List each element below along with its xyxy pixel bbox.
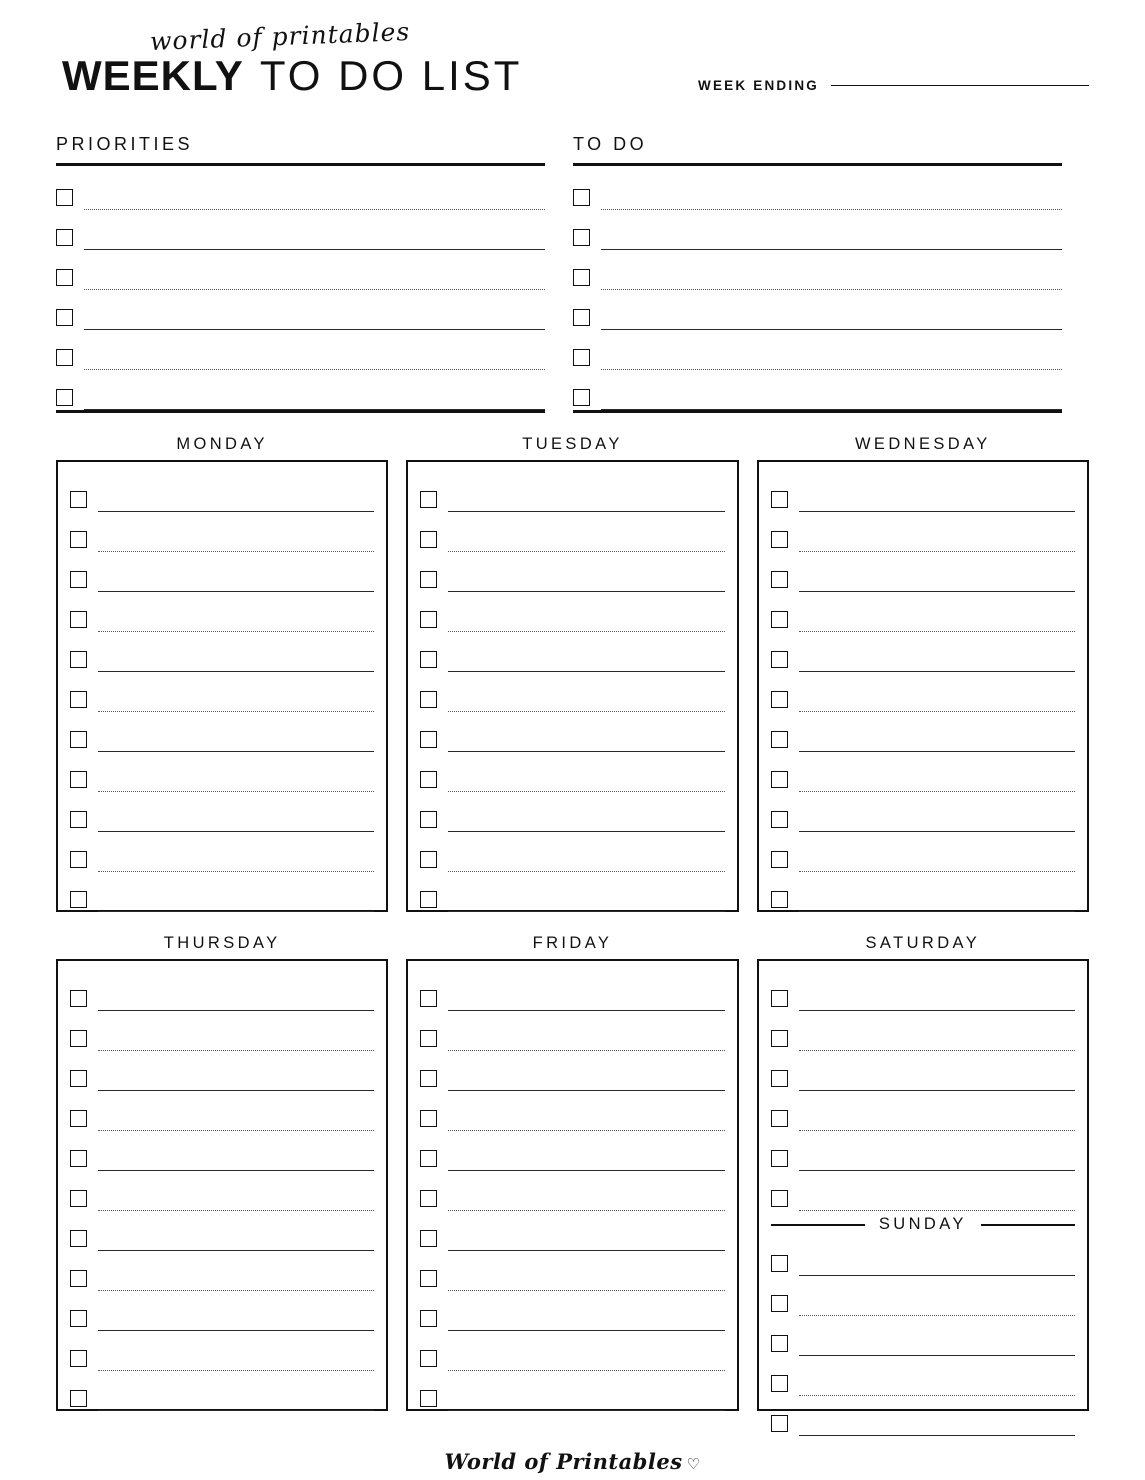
todo-heading: TO DO — [573, 134, 648, 154]
write-line[interactable] — [601, 409, 1062, 410]
day-row[interactable] — [420, 1251, 724, 1291]
write-line[interactable] — [448, 1130, 724, 1131]
day-title-monday: MONDAY — [176, 435, 268, 453]
write-line[interactable] — [448, 791, 724, 792]
day-title-sunday: SUNDAY — [878, 1215, 967, 1233]
checkbox-icon[interactable] — [771, 990, 788, 1007]
checkbox-icon[interactable] — [70, 531, 87, 548]
checkbox-icon[interactable] — [420, 691, 437, 708]
day-row[interactable] — [70, 512, 374, 552]
checkbox-icon[interactable] — [573, 349, 590, 366]
day-row[interactable] — [420, 512, 724, 552]
write-line[interactable] — [799, 831, 1075, 832]
write-line[interactable] — [448, 591, 724, 592]
page-title — [62, 52, 522, 100]
checkbox-icon[interactable] — [70, 571, 87, 588]
checkbox-icon[interactable] — [771, 1375, 788, 1392]
write-line[interactable] — [448, 911, 724, 912]
day-row[interactable] — [420, 632, 724, 672]
day-title-friday: FRIDAY — [532, 934, 613, 952]
checkbox-icon[interactable] — [573, 269, 590, 286]
write-line[interactable] — [799, 591, 1075, 592]
day-row[interactable] — [70, 971, 374, 1011]
checkbox-icon[interactable] — [420, 611, 437, 628]
sunday-rule-left — [771, 1224, 865, 1226]
write-line[interactable] — [799, 1130, 1075, 1131]
sunday-divider — [771, 1215, 1075, 1234]
day-row[interactable] — [420, 552, 724, 592]
checkbox-icon[interactable] — [56, 389, 73, 406]
day-row[interactable] — [771, 832, 1075, 872]
day-row[interactable] — [70, 792, 374, 832]
day-row[interactable] — [420, 1371, 724, 1411]
day-row[interactable] — [771, 1316, 1075, 1356]
top-sections — [56, 134, 1089, 413]
footer-logo — [0, 1449, 1145, 1474]
write-line[interactable] — [799, 1170, 1075, 1171]
day-row[interactable] — [70, 1371, 374, 1411]
checkbox-icon[interactable] — [771, 691, 788, 708]
write-line[interactable] — [98, 791, 374, 792]
day-box-monday[interactable] — [56, 460, 388, 912]
day-row[interactable] — [70, 1331, 374, 1371]
write-line[interactable] — [448, 551, 724, 552]
priorities-row[interactable] — [56, 210, 545, 250]
day-column-monday — [56, 435, 388, 912]
checkbox-icon[interactable] — [70, 1070, 87, 1087]
day-row[interactable] — [70, 1131, 374, 1171]
write-line[interactable] — [98, 1130, 374, 1131]
write-line[interactable] — [98, 1410, 374, 1411]
checkbox-icon[interactable] — [771, 611, 788, 628]
todo-row[interactable] — [573, 330, 1062, 370]
checkbox-icon[interactable] — [420, 531, 437, 548]
day-row[interactable] — [70, 1251, 374, 1291]
checkbox-icon[interactable] — [573, 309, 590, 326]
day-box-wednesday[interactable] — [757, 460, 1089, 912]
checkbox-icon[interactable] — [70, 691, 87, 708]
write-line[interactable] — [448, 1210, 724, 1211]
checkbox-icon[interactable] — [70, 851, 87, 868]
day-box-thursday[interactable] — [56, 959, 388, 1411]
write-line[interactable] — [448, 831, 724, 832]
write-line[interactable] — [448, 751, 724, 752]
checkbox-icon[interactable] — [771, 1190, 788, 1207]
priorities-row[interactable] — [56, 290, 545, 330]
day-row[interactable] — [70, 1051, 374, 1091]
checkbox-icon[interactable] — [70, 1310, 87, 1327]
day-row[interactable] — [70, 1171, 374, 1211]
day-row[interactable] — [70, 1211, 374, 1251]
checkbox-icon[interactable] — [420, 1150, 437, 1167]
write-line[interactable] — [448, 511, 724, 512]
checkbox-icon[interactable] — [771, 1335, 788, 1352]
priorities-heading: PRIORITIES — [56, 134, 194, 154]
checkbox-icon[interactable] — [420, 1350, 437, 1367]
day-row[interactable] — [771, 712, 1075, 752]
day-row[interactable] — [771, 1011, 1075, 1051]
write-line[interactable] — [98, 671, 374, 672]
day-row[interactable] — [70, 752, 374, 792]
day-row[interactable] — [70, 632, 374, 672]
checkbox-icon[interactable] — [771, 1070, 788, 1087]
checkbox-icon[interactable] — [420, 1270, 437, 1287]
write-line[interactable] — [799, 551, 1075, 552]
checkbox-icon[interactable] — [70, 1110, 87, 1127]
write-line[interactable] — [601, 289, 1062, 290]
day-row[interactable] — [70, 1011, 374, 1051]
day-column-wednesday — [757, 435, 1089, 912]
checkbox-icon[interactable] — [771, 811, 788, 828]
day-column-tuesday — [406, 435, 738, 912]
day-row[interactable] — [420, 872, 724, 912]
day-row[interactable] — [70, 552, 374, 592]
day-box-friday[interactable] — [406, 959, 738, 1411]
write-line[interactable] — [98, 1050, 374, 1051]
day-row[interactable] — [70, 592, 374, 632]
day-column-thursday — [56, 934, 388, 1411]
write-line[interactable] — [799, 1275, 1075, 1276]
day-row[interactable] — [771, 1276, 1075, 1316]
todo-row[interactable] — [573, 210, 1062, 250]
page-title-bold: WEEKLY — [62, 52, 244, 99]
day-row[interactable] — [771, 1091, 1075, 1131]
write-line[interactable] — [98, 551, 374, 552]
write-line[interactable] — [799, 1090, 1075, 1091]
sunday-rule-right — [981, 1224, 1075, 1226]
day-row[interactable] — [420, 1291, 724, 1331]
checkbox-icon[interactable] — [771, 771, 788, 788]
checkbox-icon[interactable] — [771, 651, 788, 668]
write-line[interactable] — [98, 1170, 374, 1171]
write-line[interactable] — [98, 871, 374, 872]
todo-row[interactable] — [573, 370, 1062, 410]
write-line[interactable] — [98, 1250, 374, 1251]
day-row[interactable] — [420, 1211, 724, 1251]
day-row[interactable] — [420, 1051, 724, 1091]
write-line[interactable] — [799, 871, 1075, 872]
priorities-row[interactable] — [56, 170, 545, 210]
checkbox-icon[interactable] — [420, 990, 437, 1007]
write-line[interactable] — [98, 631, 374, 632]
day-title-saturday: SATURDAY — [865, 934, 981, 952]
todo-rows — [573, 166, 1062, 410]
checkbox-icon[interactable] — [771, 891, 788, 908]
day-row[interactable] — [420, 1331, 724, 1371]
week-ending-label: WEEK ENDING — [698, 78, 819, 93]
checkbox-icon[interactable] — [771, 1030, 788, 1047]
write-line[interactable] — [448, 1010, 724, 1011]
checkbox-icon[interactable] — [70, 611, 87, 628]
checkbox-icon[interactable] — [771, 1295, 788, 1312]
checkbox-icon[interactable] — [420, 1110, 437, 1127]
day-row[interactable] — [771, 1131, 1075, 1171]
checkbox-icon[interactable] — [56, 349, 73, 366]
checkbox-icon[interactable] — [771, 1415, 788, 1432]
checkbox-icon[interactable] — [70, 1230, 87, 1247]
day-column-friday — [406, 934, 738, 1411]
checkbox-icon[interactable] — [420, 491, 437, 508]
week-ending-field[interactable] — [669, 78, 1089, 93]
checkbox-icon[interactable] — [771, 731, 788, 748]
write-line[interactable] — [98, 591, 374, 592]
todo-bottom-rule — [573, 410, 1062, 413]
checkbox-icon[interactable] — [70, 651, 87, 668]
day-row[interactable] — [70, 672, 374, 712]
write-line[interactable] — [448, 631, 724, 632]
checkbox-icon[interactable] — [70, 990, 87, 1007]
day-row[interactable] — [420, 832, 724, 872]
checkbox-icon[interactable] — [56, 229, 73, 246]
checkbox-icon[interactable] — [56, 269, 73, 286]
checkbox-icon[interactable] — [70, 1390, 87, 1407]
checkbox-icon[interactable] — [70, 1350, 87, 1367]
write-line[interactable] — [98, 711, 374, 712]
write-line[interactable] — [601, 209, 1062, 210]
checkbox-icon[interactable] — [56, 189, 73, 206]
footer-text: World of Printables — [444, 1449, 683, 1474]
day-row[interactable] — [771, 872, 1075, 912]
day-title-thursday: THURSDAY — [163, 934, 281, 952]
checkbox-icon[interactable] — [70, 1270, 87, 1287]
todo-section — [573, 134, 1062, 413]
checkbox-icon[interactable] — [420, 851, 437, 868]
write-line[interactable] — [799, 1210, 1075, 1211]
checkbox-icon[interactable] — [771, 1110, 788, 1127]
day-column-saturday-sunday — [757, 934, 1089, 1411]
priorities-section — [56, 134, 545, 413]
day-title-tuesday: TUESDAY — [522, 435, 623, 453]
week-ending-write-line[interactable] — [831, 85, 1089, 86]
write-line[interactable] — [601, 249, 1062, 250]
page-title-light: TO DO LIST — [259, 52, 523, 99]
day-row[interactable] — [420, 1131, 724, 1171]
day-grid-row-2 — [56, 934, 1089, 1411]
write-line[interactable] — [84, 369, 545, 370]
day-row[interactable] — [420, 1011, 724, 1051]
checkbox-icon[interactable] — [420, 1030, 437, 1047]
checkbox-icon[interactable] — [420, 571, 437, 588]
write-line[interactable] — [448, 1090, 724, 1091]
day-row[interactable] — [771, 792, 1075, 832]
checkbox-icon[interactable] — [420, 1310, 437, 1327]
write-line[interactable] — [799, 751, 1075, 752]
page-header — [56, 0, 1089, 116]
write-line[interactable] — [448, 1410, 724, 1411]
priorities-row[interactable] — [56, 250, 545, 290]
day-row[interactable] — [771, 472, 1075, 512]
day-row[interactable] — [420, 792, 724, 832]
write-line[interactable] — [98, 1010, 374, 1011]
day-row[interactable] — [771, 592, 1075, 632]
checkbox-icon[interactable] — [70, 811, 87, 828]
todo-row[interactable] — [573, 170, 1062, 210]
checkbox-icon[interactable] — [70, 491, 87, 508]
checkbox-icon[interactable] — [70, 1190, 87, 1207]
checkbox-icon[interactable] — [420, 1070, 437, 1087]
day-row[interactable] — [70, 1091, 374, 1131]
write-line[interactable] — [98, 1210, 374, 1211]
checkbox-icon[interactable] — [771, 1255, 788, 1272]
checkbox-icon[interactable] — [771, 571, 788, 588]
checkbox-icon[interactable] — [771, 851, 788, 868]
write-line[interactable] — [448, 1050, 724, 1051]
brand-script-logo: world of printables — [149, 17, 411, 56]
todo-row[interactable] — [573, 250, 1062, 290]
priorities-row[interactable] — [56, 370, 545, 410]
day-row[interactable] — [70, 472, 374, 512]
write-line[interactable] — [84, 409, 545, 410]
day-row[interactable] — [771, 1396, 1075, 1436]
day-row[interactable] — [771, 1051, 1075, 1091]
day-row[interactable] — [420, 1091, 724, 1131]
write-line[interactable] — [84, 289, 545, 290]
day-title-wednesday: WEDNESDAY — [854, 435, 991, 453]
day-row[interactable] — [771, 552, 1075, 592]
write-line[interactable] — [799, 1050, 1075, 1051]
priorities-rows — [56, 166, 545, 410]
write-line[interactable] — [98, 511, 374, 512]
write-line[interactable] — [601, 329, 1062, 330]
checkbox-icon[interactable] — [70, 1150, 87, 1167]
write-line[interactable] — [799, 671, 1075, 672]
write-line[interactable] — [448, 1250, 724, 1251]
checkbox-icon[interactable] — [573, 229, 590, 246]
day-row[interactable] — [420, 752, 724, 792]
checkbox-icon[interactable] — [70, 891, 87, 908]
write-line[interactable] — [799, 711, 1075, 712]
day-grid-row-1 — [56, 435, 1089, 912]
checkbox-icon[interactable] — [70, 1030, 87, 1047]
checkbox-icon[interactable] — [420, 771, 437, 788]
write-line[interactable] — [448, 1370, 724, 1371]
day-row[interactable] — [771, 672, 1075, 712]
heart-icon: ♡ — [686, 1455, 701, 1473]
priorities-bottom-rule — [56, 410, 545, 413]
day-row[interactable] — [70, 832, 374, 872]
checkbox-icon[interactable] — [420, 651, 437, 668]
checkbox-icon[interactable] — [420, 891, 437, 908]
write-line[interactable] — [799, 1355, 1075, 1356]
write-line[interactable] — [799, 631, 1075, 632]
write-line[interactable] — [799, 1395, 1075, 1396]
checkbox-icon[interactable] — [771, 491, 788, 508]
write-line[interactable] — [84, 249, 545, 250]
checkbox-icon[interactable] — [420, 811, 437, 828]
checkbox-icon[interactable] — [420, 1390, 437, 1407]
write-line[interactable] — [84, 209, 545, 210]
write-line[interactable] — [448, 1290, 724, 1291]
checkbox-icon[interactable] — [420, 1230, 437, 1247]
day-row[interactable] — [420, 592, 724, 632]
write-line[interactable] — [98, 1370, 374, 1371]
checkbox-icon[interactable] — [420, 731, 437, 748]
day-row[interactable] — [771, 1356, 1075, 1396]
write-line[interactable] — [448, 1170, 724, 1171]
write-line[interactable] — [98, 1330, 374, 1331]
day-row[interactable] — [771, 971, 1075, 1011]
write-line[interactable] — [98, 751, 374, 752]
checkbox-icon[interactable] — [573, 189, 590, 206]
checkbox-icon[interactable] — [420, 1190, 437, 1207]
todo-row[interactable] — [573, 290, 1062, 330]
day-row[interactable] — [771, 512, 1075, 552]
day-row[interactable] — [771, 1236, 1075, 1276]
write-line[interactable] — [799, 911, 1075, 912]
write-line[interactable] — [448, 711, 724, 712]
write-line[interactable] — [799, 791, 1075, 792]
day-row[interactable] — [771, 752, 1075, 792]
write-line[interactable] — [799, 1010, 1075, 1011]
write-line[interactable] — [98, 1290, 374, 1291]
day-row[interactable] — [420, 672, 724, 712]
day-row[interactable] — [70, 1291, 374, 1331]
write-line[interactable] — [799, 1435, 1075, 1436]
checkbox-icon[interactable] — [573, 389, 590, 406]
write-line[interactable] — [98, 911, 374, 912]
write-line[interactable] — [98, 1090, 374, 1091]
write-line[interactable] — [448, 1330, 724, 1331]
write-line[interactable] — [98, 831, 374, 832]
checkbox-icon[interactable] — [56, 309, 73, 326]
write-line[interactable] — [84, 329, 545, 330]
write-line[interactable] — [601, 369, 1062, 370]
write-line[interactable] — [448, 871, 724, 872]
day-box-saturday-sunday[interactable] — [757, 959, 1089, 1411]
day-row[interactable] — [420, 472, 724, 512]
write-line[interactable] — [448, 671, 724, 672]
checkbox-icon[interactable] — [70, 771, 87, 788]
day-row[interactable] — [420, 1171, 724, 1211]
write-line[interactable] — [799, 511, 1075, 512]
checkbox-icon[interactable] — [771, 1150, 788, 1167]
day-row[interactable] — [420, 971, 724, 1011]
day-row[interactable] — [70, 872, 374, 912]
checkbox-icon[interactable] — [70, 731, 87, 748]
priorities-row[interactable] — [56, 330, 545, 370]
day-row[interactable] — [70, 712, 374, 752]
day-box-tuesday[interactable] — [406, 460, 738, 912]
day-row[interactable] — [771, 632, 1075, 672]
checkbox-icon[interactable] — [771, 531, 788, 548]
day-row[interactable] — [420, 712, 724, 752]
day-row[interactable] — [771, 1171, 1075, 1211]
write-line[interactable] — [799, 1315, 1075, 1316]
